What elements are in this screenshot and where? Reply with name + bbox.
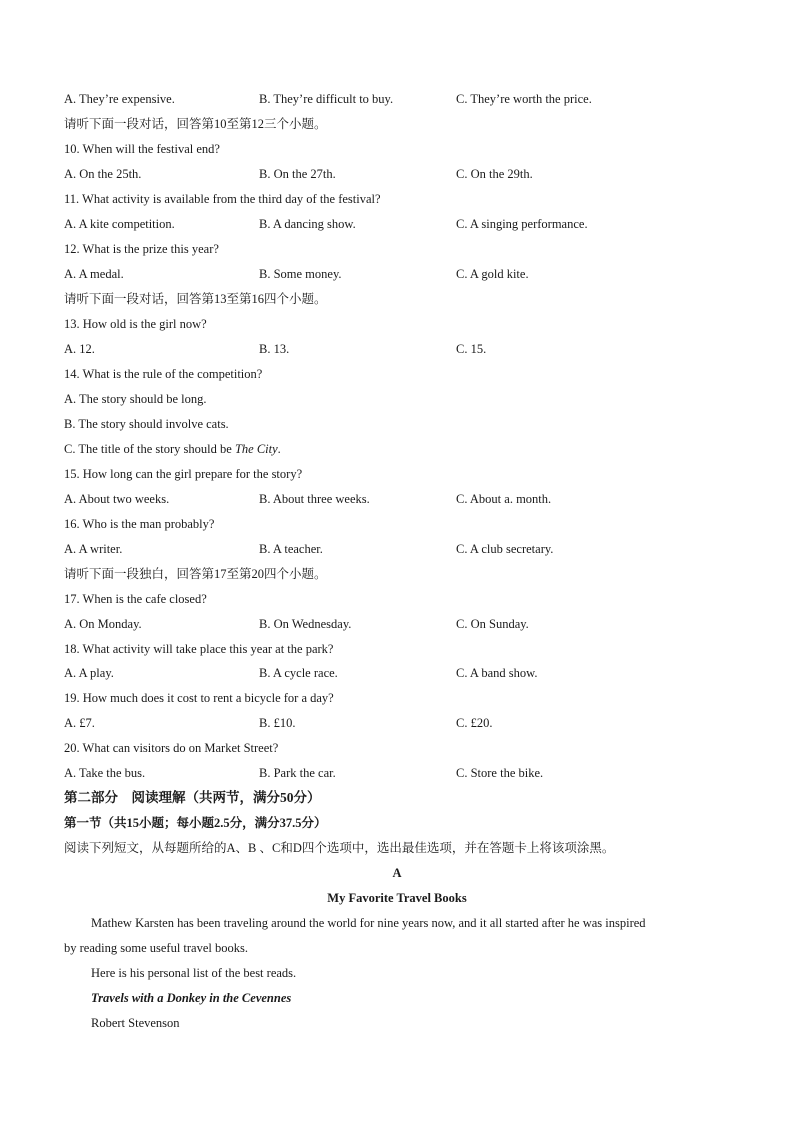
reading-instruction: 阅读下列短文，从每题所给的A、B 、C和D四个选项中，选出最佳选项，并在答题卡上将该项涂黑。	[64, 841, 615, 855]
passage-title: My Favorite Travel Books	[327, 891, 467, 905]
q15-option-a: A. About two weeks.	[64, 492, 170, 506]
q14-option-c-title: The City	[234, 442, 278, 456]
q18-option-b: B. A cycle race.	[259, 666, 338, 680]
q9-option-a: A. They’re expensive.	[64, 92, 175, 106]
q9-option-c: C. They’re worth the price.	[456, 92, 592, 106]
passage-letter: A	[392, 866, 402, 880]
question-10: 10. When will the festival end?	[64, 142, 220, 156]
q10-option-b: B. On the 27th.	[259, 167, 336, 181]
question-11: 11. What activity is available from the third day of the festival?	[64, 192, 381, 206]
q13-option-c: C. 15.	[456, 342, 487, 356]
book1-title: Travels with a Donkey in the Cevennes	[91, 991, 292, 1005]
q18-option-c: C. A band show.	[456, 666, 538, 680]
question-16: 16. Who is the man probably?	[64, 517, 215, 531]
q12-option-a: A. A medal.	[64, 267, 124, 281]
question-20: 20. What can visitors do on Market Street?	[64, 741, 279, 755]
q16-option-a: A. A writer.	[64, 542, 123, 556]
instruction-17-20: 请听下面一段独白，回答第17至第20四个小题。	[64, 567, 327, 581]
q19-option-a: A. £7.	[64, 716, 95, 730]
q14-option-b: B. The story should involve cats.	[64, 417, 229, 431]
q13-option-b: B. 13.	[259, 342, 290, 356]
q20-option-c: C. Store the bike.	[456, 766, 544, 780]
q11-option-b: B. A dancing show.	[259, 217, 356, 231]
question-15: 15. How long can the girl prepare for the story?	[64, 467, 303, 481]
passage-para1-line2: by reading some useful travel books.	[64, 941, 248, 955]
q17-option-a: A. On Monday.	[64, 617, 142, 631]
q14-option-c-suffix: .	[277, 442, 281, 456]
q18-option-a: A. A play.	[64, 666, 114, 680]
q17-option-b: B. On Wednesday.	[259, 617, 352, 631]
q14-option-c-prefix: C. The title of the story should be	[64, 442, 235, 456]
q19-option-b: B. £10.	[259, 716, 296, 730]
q9-option-b: B. They’re difficult to buy.	[259, 92, 394, 106]
question-17: 17. When is the cafe closed?	[64, 592, 207, 606]
q16-option-c: C. A club secretary.	[456, 542, 554, 556]
passage-para2: Here is his personal list of the best reads.	[91, 966, 297, 980]
q13-option-a: A. 12.	[64, 342, 95, 356]
q19-option-c: C. £20.	[456, 716, 493, 730]
q10-option-c: C. On the 29th.	[456, 167, 533, 181]
q12-option-c: C. A gold kite.	[456, 267, 529, 281]
section1-heading: 第一节（共15小题；每小题2.5分，满分37.5分）	[64, 816, 327, 830]
q11-option-a: A. A kite competition.	[64, 217, 175, 231]
question-18: 18. What activity will take place this year at the park?	[64, 642, 334, 656]
q11-option-c: C. A singing performance.	[456, 217, 588, 231]
instruction-13-16: 请听下面一段对话，回答第13至第16四个小题。	[64, 292, 327, 306]
q16-option-b: B. A teacher.	[259, 542, 323, 556]
q12-option-b: B. Some money.	[259, 267, 342, 281]
question-12: 12. What is the prize this year?	[64, 242, 219, 256]
q10-option-a: A. On the 25th.	[64, 167, 142, 181]
part2-heading: 第二部分 阅读理解（共两节，满分50分）	[64, 790, 321, 805]
q17-option-c: C. On Sunday.	[456, 617, 529, 631]
instruction-10-12: 请听下面一段对话，回答第10至第12三个小题。	[64, 117, 327, 131]
question-13: 13. How old is the girl now?	[64, 317, 207, 331]
passage-para1-line1: Mathew Karsten has been traveling around the world for nine years now, and it all started after he was inspired	[91, 916, 646, 930]
book1-author: Robert Stevenson	[91, 1016, 180, 1030]
question-19: 19. How much does it cost to rent a bicycle for a day?	[64, 691, 334, 705]
q14-option-c	[64, 441, 281, 457]
q20-option-b: B. Park the car.	[259, 766, 336, 780]
q15-option-c: C. About a. month.	[456, 492, 552, 506]
q15-option-b: B. About three weeks.	[259, 492, 370, 506]
question-14: 14. What is the rule of the competition?	[64, 367, 263, 381]
q14-option-a: A. The story should be long.	[64, 392, 207, 406]
q20-option-a: A. Take the bus.	[64, 766, 146, 780]
